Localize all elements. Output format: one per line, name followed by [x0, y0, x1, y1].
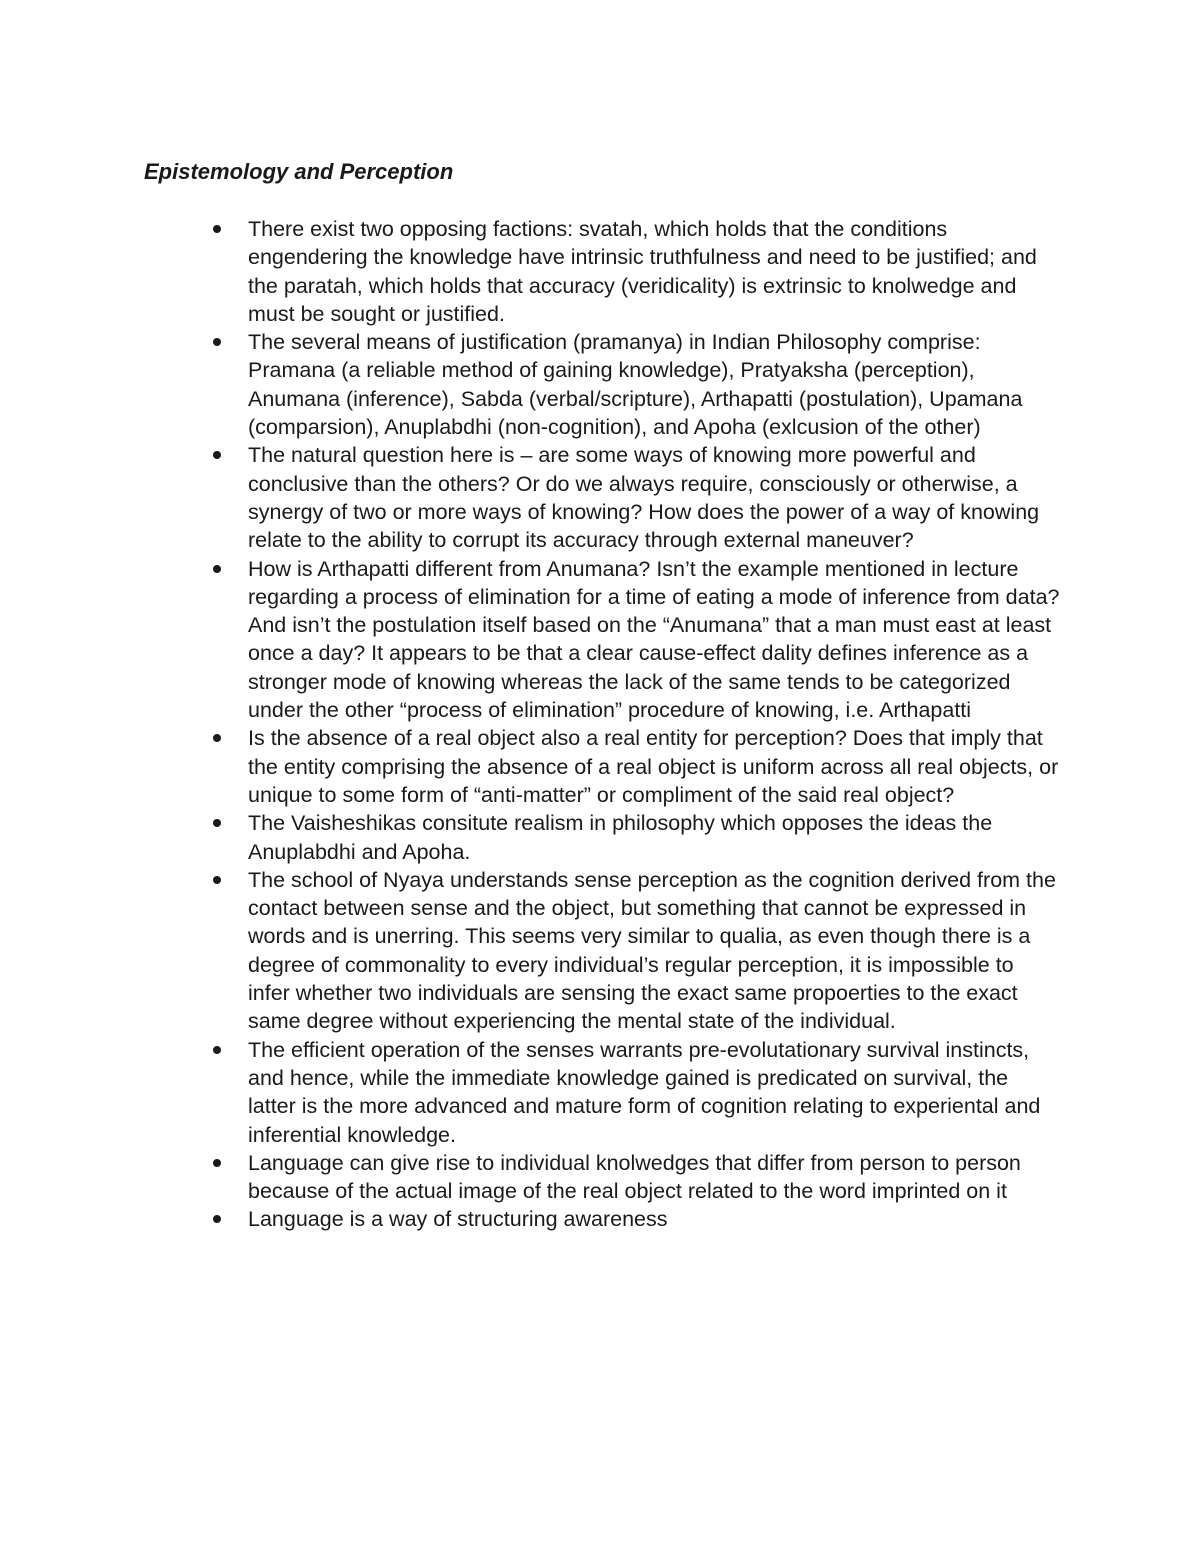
- list-item: [0, 215, 1060, 328]
- list-item-text: The school of Nyaya understands sense perception as the cognition derived from the contact between sense and the object, but something that cannot be expressed in words and is unerring. This seems very similar to qualia, as even though there is a degree of commonality to every individual’s regular perception, it is impossible to infer whether two individuals are sensing the exact same propoerties to the exact same degree without experiencing the mental state of the individual.: [248, 867, 1056, 1034]
- list-item: [0, 441, 1060, 554]
- list-item: [0, 809, 1060, 866]
- bullet-dot-icon: [213, 1159, 221, 1167]
- list-item-text: The several means of justification (pramanya) in Indian Philosophy comprise: Pramana (a reliable method of gaining knowledge), Pratyaksha (perception), Anumana (inference), Sabda (verbal/scripture), Arthapatti (postulation), Upamana (comparsion), Anuplabdhi (non-cognition), and Apoha (exlcusion of the other): [248, 330, 1023, 440]
- list-item-text: Is the absence of a real object also a real entity for perception? Does that imply that the entity comprising the absence of a real object is uniform across all real objects, or unique to some form of “anti-matter” or compliment of the said real object?: [248, 726, 1059, 807]
- list-item-text: Language is a way of structuring awareness: [248, 1207, 668, 1232]
- list-item-text: Language can give rise to individual knolwedges that differ from person to person because of the actual image of the real object related to the word imprinted on it: [248, 1150, 1021, 1204]
- bullet-dot-icon: [213, 1215, 221, 1223]
- list-item: [0, 555, 1060, 725]
- list-item-text: The natural question here is – are some ways of knowing more powerful and conclusive than the others? Or do we always require, consciously or otherwise, a synergy of two or more ways of knowing? How does the power of a way of knowing relate to the ability to corrupt its accuracy through external maneuver?: [248, 443, 1040, 553]
- list-item-text: The Vaisheshikas consitute realism in philosophy which opposes the ideas the Anuplabdhi and Apoha.: [248, 811, 993, 864]
- list-item: [0, 1149, 1060, 1206]
- bullet-dot-icon: [213, 338, 221, 346]
- document-title: Epistemology and Perception: [144, 159, 454, 184]
- bullet-dot-icon: [213, 451, 221, 459]
- bullet-dot-icon: [213, 565, 221, 573]
- bullet-dot-icon: [213, 734, 221, 742]
- list-item: [0, 328, 1060, 441]
- bullet-dot-icon: [213, 876, 221, 884]
- list-item-text: How is Arthapatti different from Anumana? Isn’t the example mentioned in lecture regarding a process of elimination for a time of eating a mode of inference from data? And isn’t the postulation itself based on the “Anumana” that a man must east at least once a day? It appears to be that a clear cause-effect dality defines inference as a stronger mode of knowing whereas the lack of the same tends to be categorized under the other “process of elimination” procedure of knowing, i.e. Arthapatti: [248, 556, 1060, 723]
- bullet-list: [0, 215, 1200, 1234]
- list-item: [0, 1036, 1060, 1149]
- bullet-dot-icon: [213, 1046, 221, 1054]
- bullet-dot-icon: [213, 225, 221, 233]
- list-item: [0, 1205, 1060, 1233]
- list-item: [0, 866, 1060, 1036]
- bullet-dot-icon: [213, 819, 221, 827]
- list-item: [0, 724, 1060, 809]
- list-item-text: The efficient operation of the senses warrants pre-evolutationary survival instincts, and hence, while the immediate knowledge gained is predicated on survival, the latter is the more advanced and mature form of cognition relating to experiental and inferential knowledge.: [248, 1037, 1041, 1147]
- list-item-text: There exist two opposing factions: svatah, which holds that the conditions engendering the knowledge have intrinsic truthfulness and need to be justified; and the paratah, which holds that accuracy (veridicality) is extrinsic to knolwedge and must be sought or justified.: [248, 217, 1037, 326]
